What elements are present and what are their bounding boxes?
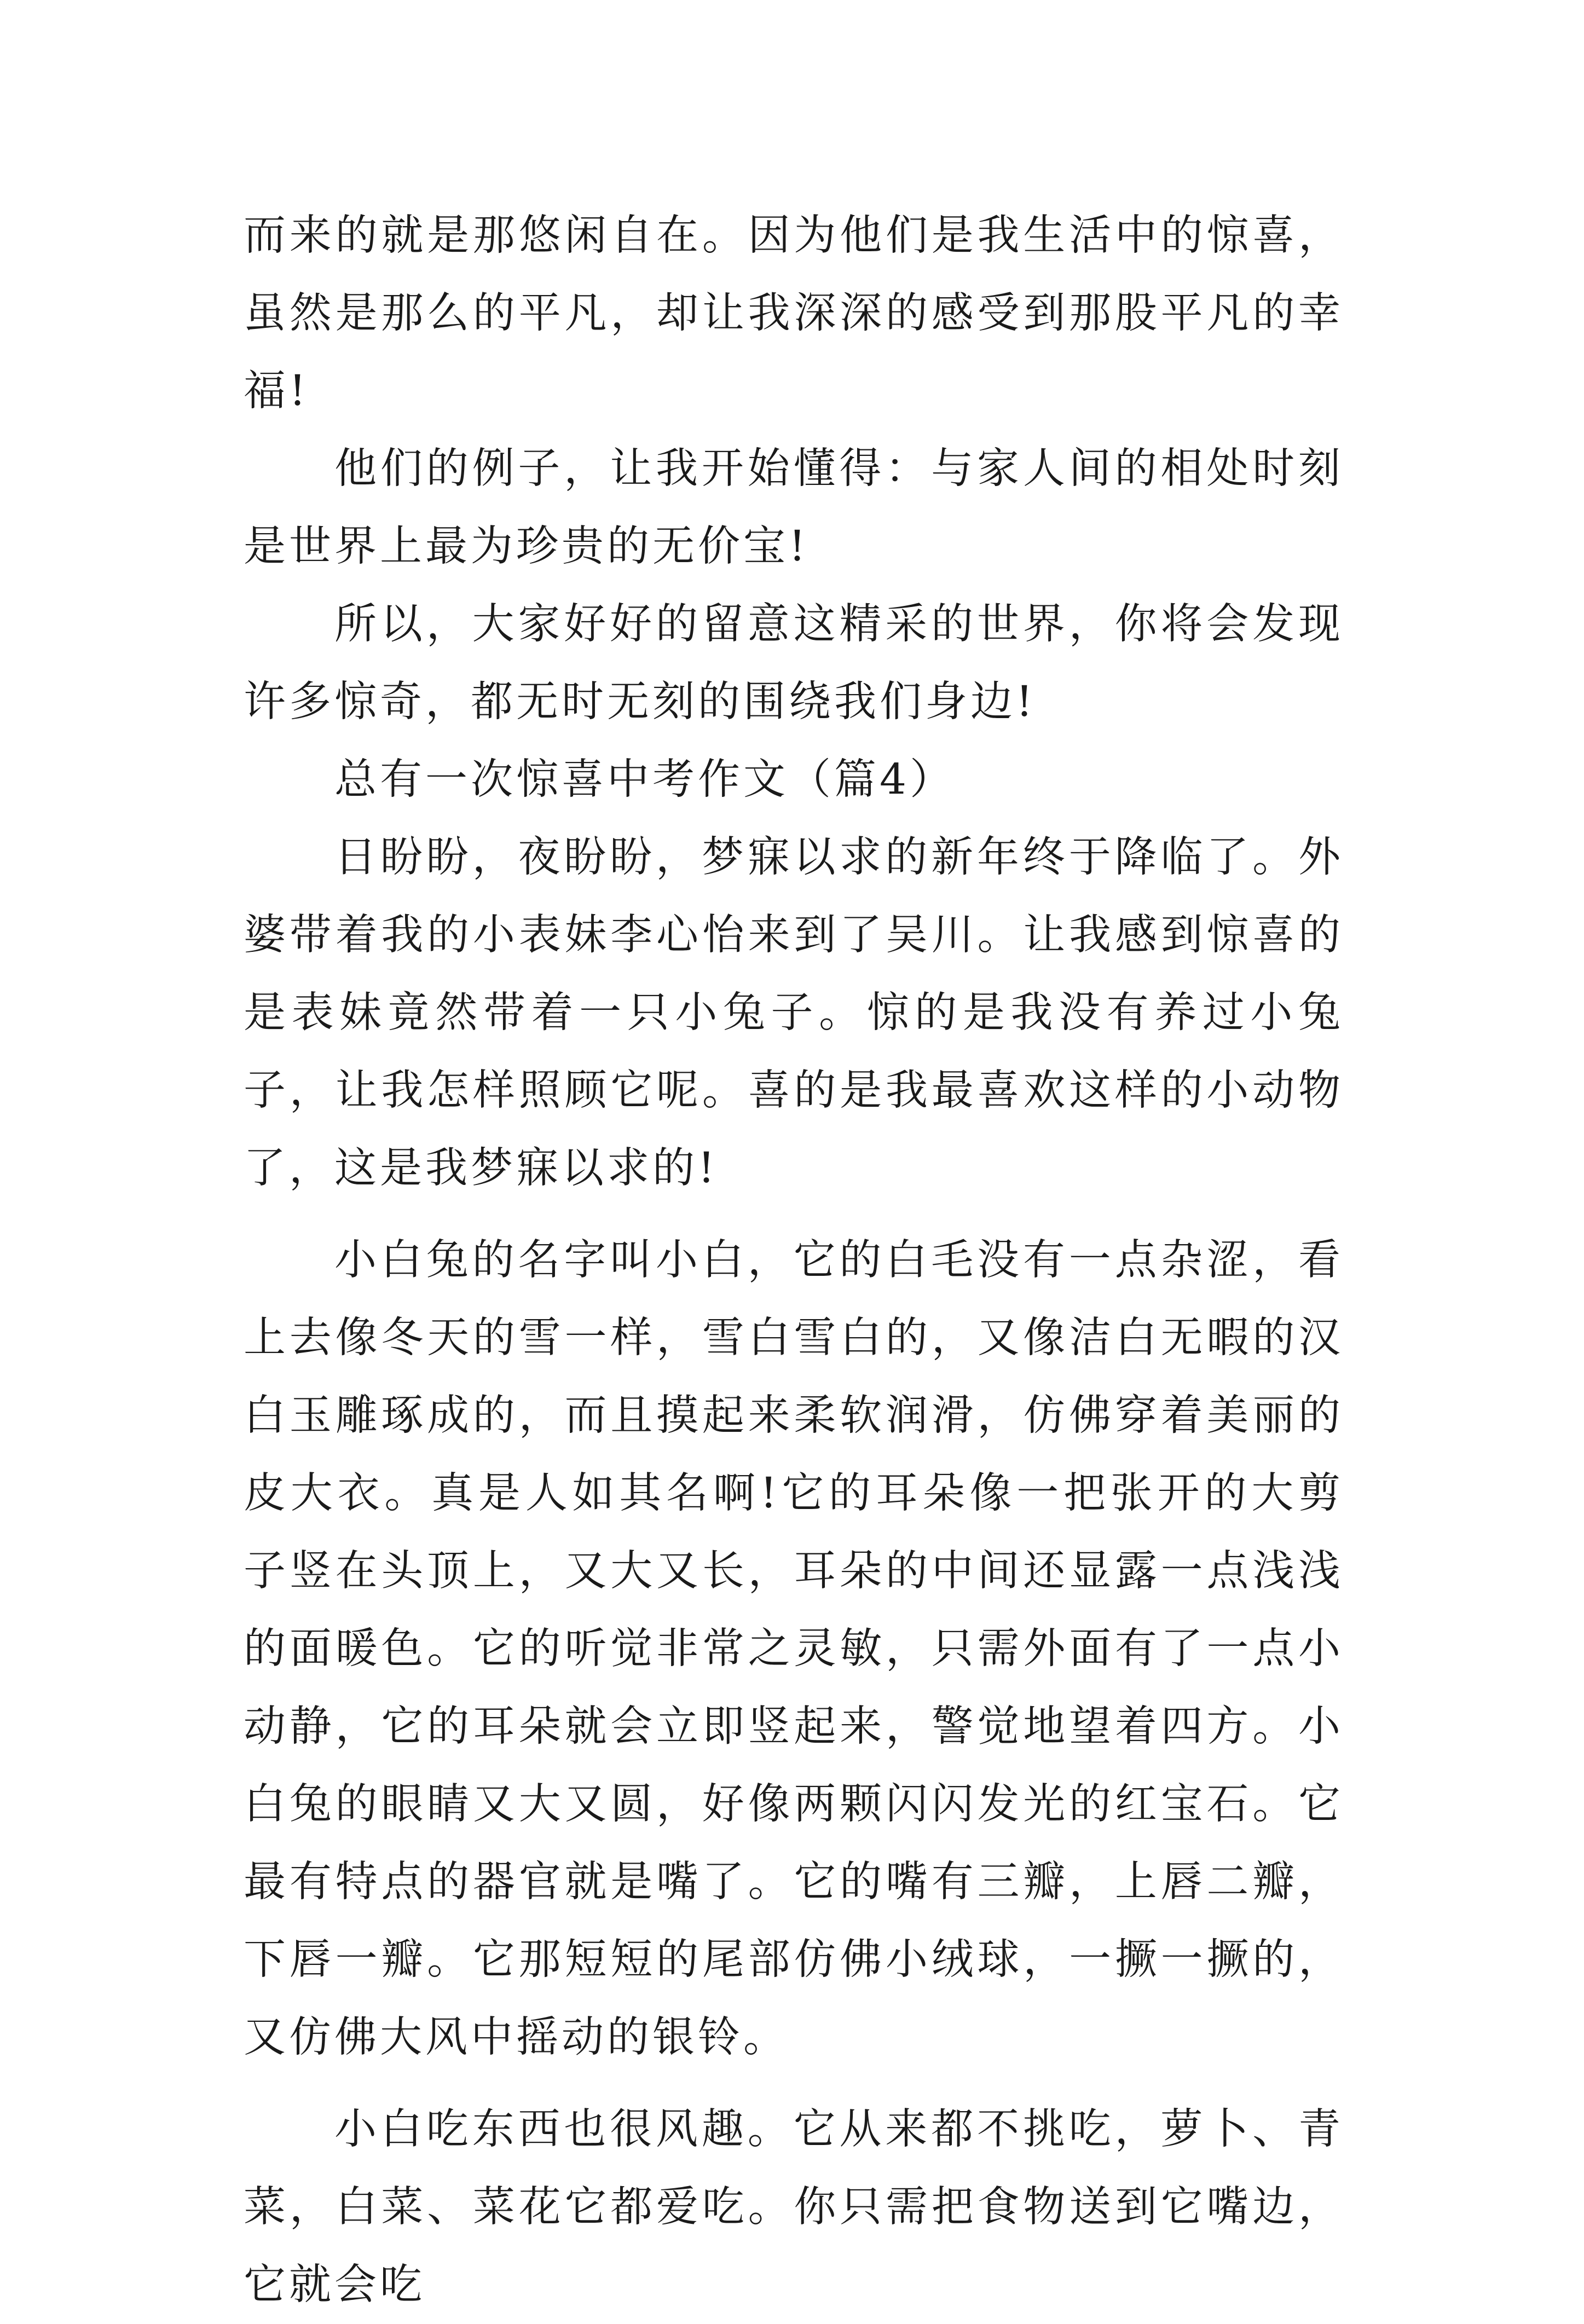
paragraph: 他们的例子，让我开始懂得：与家人间的相处时刻是世界上最为珍贵的无价宝!: [244, 444, 1344, 571]
paragraph-continuation: 而来的就是那悠闲自在。因为他们是我生活中的惊喜，虽然是那么的平凡，却让我深深的感受到那股平凡的幸福!: [244, 211, 1344, 415]
section-heading: 总有一次惊喜中考作文（篇4）: [334, 755, 955, 804]
paragraph: 小白兔的名字叫小白，它的白毛没有一点杂涩，看上去像冬天的雪一样，雪白雪白的，又像洁白无暇的汉白玉雕琢成的，而且摸起来柔软润滑，仿佛穿着美丽的皮大衣。真是人如其名啊!它的耳朵像一把张开的大剪子竖在头顶上，又大又长，耳朵的中间还显露一点浅浅的面暖色。它的听觉非常之灵敏，只需外面有了一点小动静，它的耳朵就会立即竖起来，警觉地望着四方。小白兔的眼睛又大又圆，好像两颗闪闪发光的红宝石。它最有特点的器官就是嘴了。它的嘴有三瓣，上唇二瓣，下唇一瓣。它那短短的尾部仿佛小绒球，一撅一撅的，又仿佛大风中摇动的银铃。: [244, 1236, 1344, 2062]
paragraph: 日盼盼，夜盼盼，梦寐以求的新年终于降临了。外婆带着我的小表妹李心怡来到了吴川。让我感到惊喜的是表妹竟然带着一只小兔子。惊的是我没有养过小兔子，让我怎样照顾它呢。喜的是我最喜欢这样的小动物了，这是我梦寐以求的!: [244, 833, 1344, 1193]
essay-body: [244, 197, 1344, 2324]
paragraph: 小白吃东西也很风趣。它从来都不挑吃，萝卜、青菜，白菜、菜花它都爱吃。你只需把食物送到它嘴边，它就会吃: [244, 2105, 1344, 2309]
paragraph: 所以，大家好好的留意这精采的世界，你将会发现许多惊奇，都无时无刻的围绕我们身边!: [244, 600, 1344, 726]
